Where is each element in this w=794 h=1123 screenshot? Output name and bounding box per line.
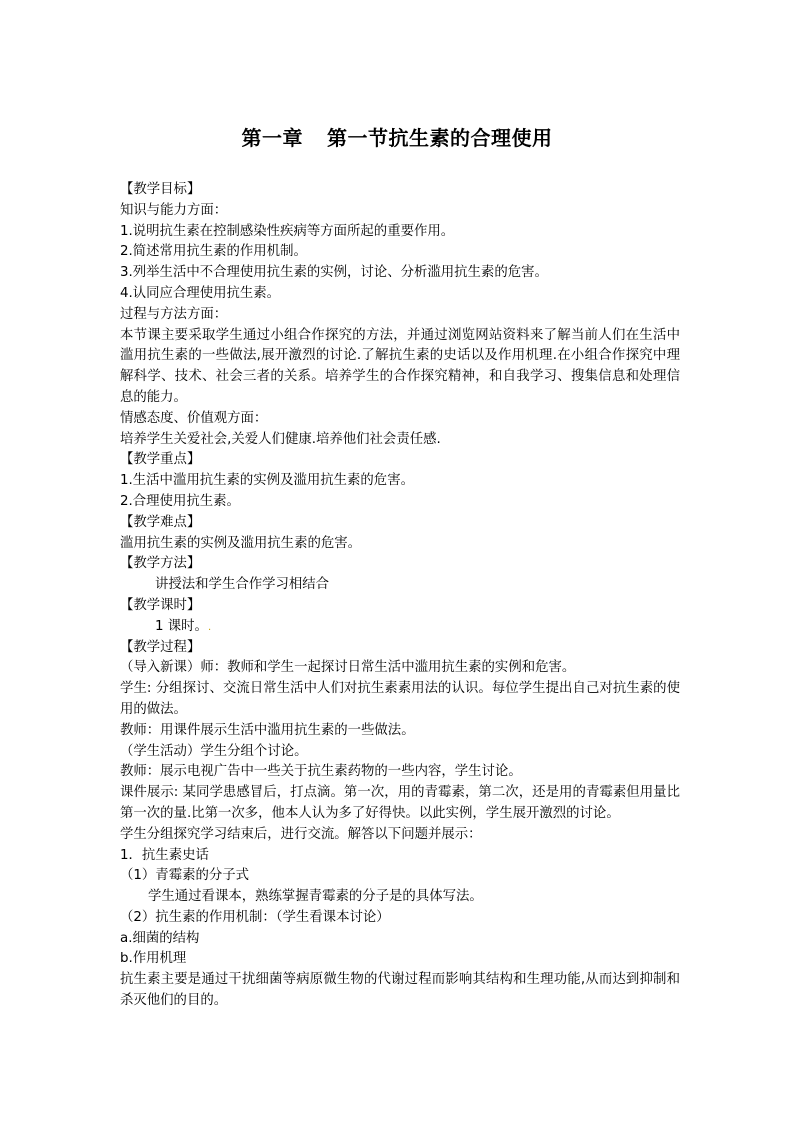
procedure-item: （学生活动）学生分组个讨论。	[120, 743, 308, 759]
knowledge-item: 1.说明抗生素在控制感染性疾病等方面所起的重要作用。	[120, 223, 455, 239]
emotion-heading: 情感态度、价值观方面：	[120, 410, 268, 426]
procedure-item: 课件展示: 某同学患感冒后，打点滴。第一次，用的青霉素，第二次，还是用的青霉素但用量比第一次的量.比第一次多，他本人认为多了好得快。以此实例，学生展开激烈的讨论。	[120, 785, 680, 821]
hours-line	[120, 617, 680, 638]
method-text: 讲授法和学生合作学习相结合	[155, 577, 330, 593]
difficulty-text: 滥用抗生素的实例及滥用抗生素的危害。	[120, 535, 362, 551]
chapter-label: 第一章	[241, 126, 303, 150]
mechanism-b: b.作用机理	[120, 951, 187, 967]
key-item: 2.合理使用抗生素。	[120, 493, 240, 509]
knowledge-item: 2.简述常用抗生素的作用机制。	[120, 244, 307, 260]
procedure-item: （导入新课）师：教师和学生一起探讨日常生活中滥用抗生素的实例和危害。	[120, 660, 576, 676]
procedure-heading: 【教学过程】	[120, 639, 201, 655]
hours-mark: .	[207, 621, 212, 633]
method-heading: 【教学方法】	[120, 556, 201, 572]
mechanism-a: a.细菌的结构	[120, 930, 200, 946]
process-paragraph: 本节课主要采取学生通过小组合作探究的方法，并通过浏览网站资料来了解当前人们在生活中滥用抗生素的一些做法,展开激烈的讨论.了解抗生素的史话以及作用机理.在小组合作探究中理解科学、技术、社会三者的关系。培养学生的合作探究精神，和自我学习、搜集信息和处理信息的能力。	[120, 327, 680, 405]
key-heading: 【教学重点】	[120, 452, 201, 468]
hours-heading: 【教学课时】	[120, 597, 201, 613]
formula-heading: （1）青霉素的分子式	[120, 868, 250, 884]
mechanism-heading: （2）抗生素的作用机制：（学生看课本讨论）	[120, 909, 390, 925]
page-title	[0, 124, 794, 152]
procedure-item: 学生: 分组探讨、交流日常生活中人们对抗生素素用法的认识。每位学生提出自己对抗生素的使用的做法。	[120, 681, 680, 717]
formula-text: 学生通过看课本，熟练掌握青霉素的分子是的具体写法。	[148, 889, 483, 905]
procedure-item: 学生分组探究学习结束后，进行交流。解答以下问题并展示：	[120, 826, 482, 842]
process-heading: 过程与方法方面：	[120, 306, 228, 322]
history-heading: 1．抗生素史话	[120, 847, 209, 863]
procedure-item: 教师：用课件展示生活中滥用抗生素的一些做法。	[120, 722, 415, 738]
difficulty-heading: 【教学难点】	[120, 514, 201, 530]
procedure-item: 教师：展示电视广告中一些关于抗生素药物的一些内容，学生讨论。	[120, 764, 522, 780]
hours-text: 1 课时。	[155, 618, 208, 634]
emotion-text: 培养学生关爱社会,关爱人们健康.培养他们社会责任感.	[120, 431, 441, 447]
mechanism-paragraph: 抗生素主要是通过干扰细菌等病原微生物的代谢过程而影响其结构和生理功能,从而达到抑制和杀灭他们的目的。	[120, 972, 680, 1009]
knowledge-heading: 知识与能力方面：	[120, 202, 228, 218]
document-body	[120, 180, 680, 1012]
knowledge-item: 3.列举生活中不合理使用抗生素的实例，讨论、分析滥用抗生素的危害。	[120, 265, 548, 281]
section-label: 第一节抗生素的合理使用	[327, 126, 553, 150]
key-item: 1.生活中滥用抗生素的实例及滥用抗生素的危害。	[120, 473, 414, 489]
goals-heading: 【教学目标】	[120, 182, 201, 197]
knowledge-item: 4.认同应合理使用抗生素。	[120, 285, 281, 301]
